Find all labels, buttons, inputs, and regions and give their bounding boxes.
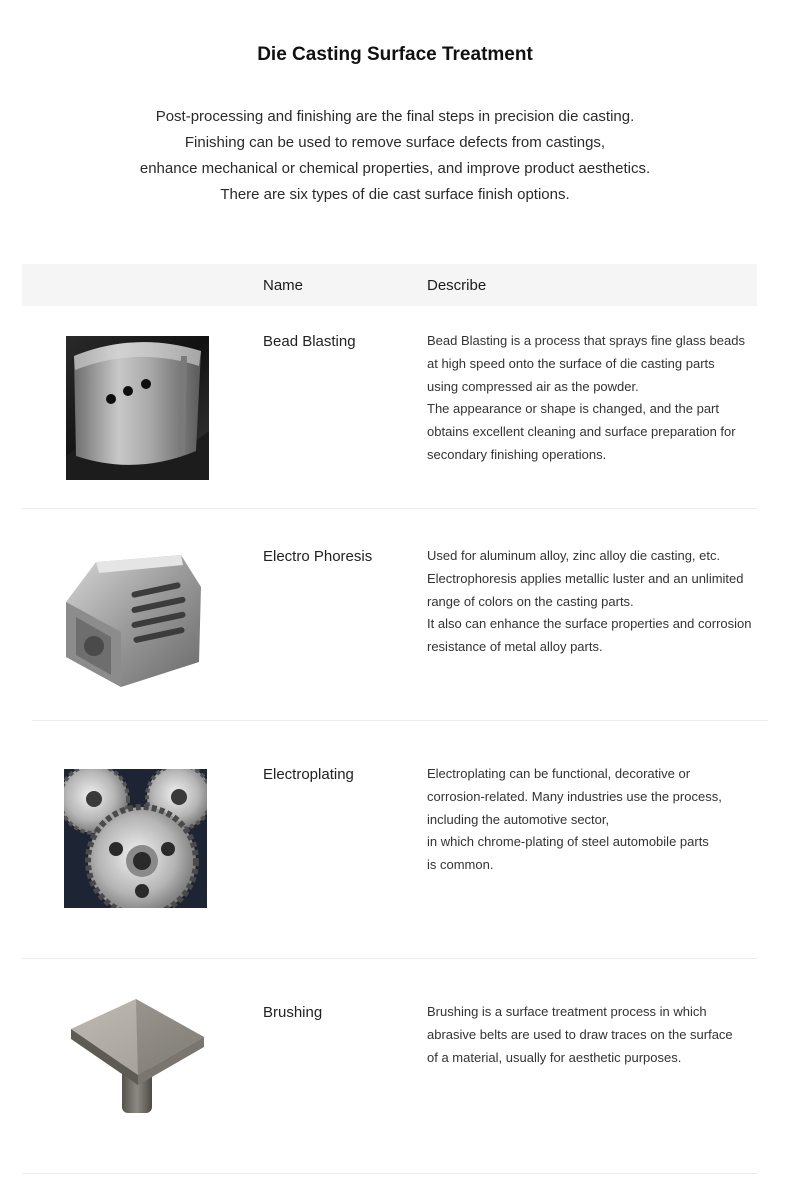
table-row [0, 959, 790, 1173]
desc-line: Electroplating can be functional, decorative or [427, 766, 691, 781]
table-header [22, 264, 757, 306]
row-description [427, 1001, 772, 1069]
desc-line: corrosion-related. Many industries use the process, [427, 788, 722, 804]
electroplated-gears-image [64, 769, 207, 908]
desc-line: obtains excellent cleaning and surface preparation for [427, 424, 736, 440]
table-row [0, 721, 790, 958]
desc-line: Bead Blasting is a process that sprays fine glass beads [427, 333, 745, 348]
desc-line: abrasive belts are used to draw traces on the surface [427, 1026, 733, 1042]
header-describe: Describe [427, 277, 487, 294]
row-name: Electro Phoresis [263, 548, 373, 565]
desc-line: Brushing is a surface treatment process in which [427, 1004, 707, 1019]
header-name: Name [263, 277, 304, 294]
row-name: Brushing [263, 1004, 323, 1021]
page-title: Die Casting Surface Treatment [257, 44, 533, 65]
desc-line: including the automotive sector, [427, 811, 610, 827]
row-description [427, 763, 772, 877]
intro-paragraph [0, 104, 790, 208]
electrophoresis-housing-part-image [61, 547, 206, 693]
desc-line: using compressed air as the powder. [427, 378, 639, 394]
bead-blasted-cylinder-part-icon [66, 336, 209, 480]
intro-line: Post-processing and finishing are the final steps in precision die casting. [155, 108, 635, 125]
desc-line: Electrophoresis applies metallic luster and an unlimited [427, 570, 744, 586]
desc-line: The appearance or shape is changed, and the part [427, 401, 719, 417]
table-row [0, 306, 790, 508]
row-description [427, 330, 772, 467]
intro-line: enhance mechanical or chemical properties, and improve product aesthetics. [139, 160, 651, 177]
desc-line: is common. [427, 857, 494, 873]
electroplated-gears-icon [64, 769, 207, 908]
bead-blasted-cylinder-part-image [66, 336, 209, 480]
desc-line: resistance of metal alloy parts. [427, 639, 603, 655]
desc-line: secondary finishing operations. [427, 446, 607, 462]
brushed-square-knob-image [66, 997, 208, 1117]
brushed-square-knob-icon [66, 997, 208, 1117]
intro-line: Finishing can be used to remove surface defects from castings, [184, 134, 606, 151]
row-name: Electroplating [263, 766, 354, 783]
table-row [0, 509, 790, 720]
desc-line: It also can enhance the surface properties and corrosion [427, 616, 752, 632]
desc-line: Used for aluminum alloy, zinc alloy die casting, etc. [427, 548, 721, 563]
desc-line: in which chrome-plating of steel automobile parts [427, 834, 709, 850]
row-name: Bead Blasting [263, 333, 356, 350]
row-divider [22, 1173, 757, 1174]
desc-line: range of colors on the casting parts. [427, 593, 634, 609]
row-description [427, 545, 772, 659]
desc-line: of a material, usually for aesthetic purposes. [427, 1049, 682, 1065]
intro-line: There are six types of die cast surface finish options. [220, 186, 570, 203]
desc-line: at high speed onto the surface of die casting parts [427, 355, 715, 371]
electrophoresis-housing-part-icon [61, 547, 206, 693]
